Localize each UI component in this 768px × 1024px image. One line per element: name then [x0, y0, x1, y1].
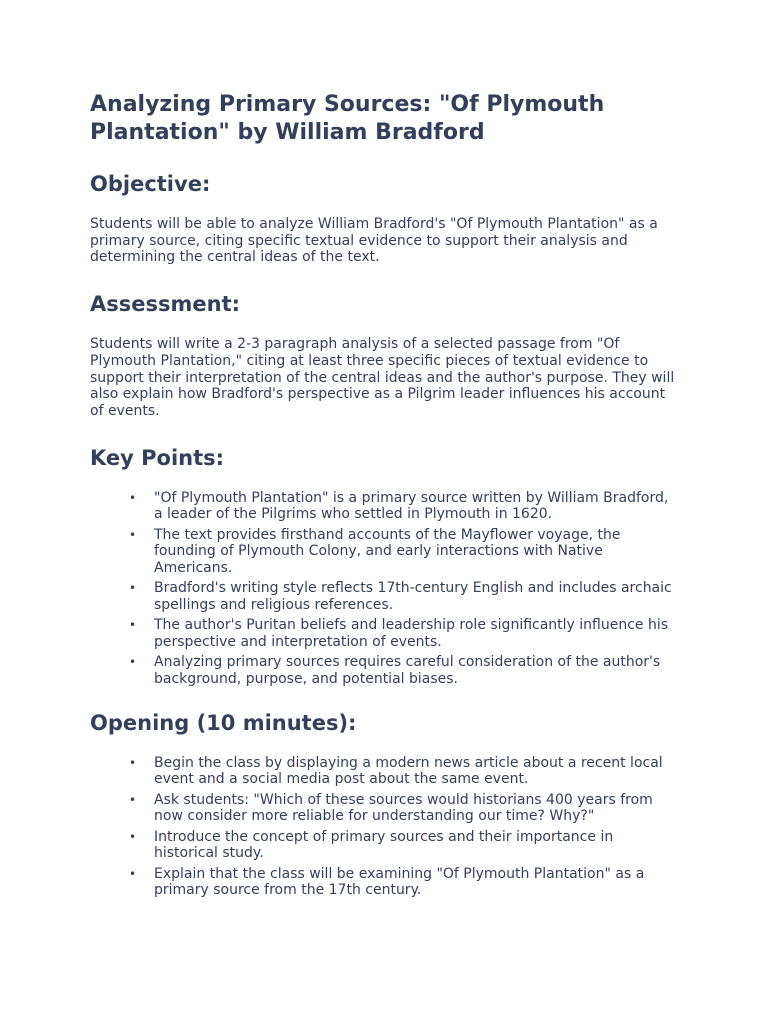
list-item: • Explain that the class will be examining "Of Plymouth Plantation" as a primary source from the 17th century.	[154, 866, 678, 899]
key-points-heading: Key Points:	[90, 445, 225, 470]
list-item: • The author's Puritan beliefs and leadership role significantly influence his perspective and interpretation of events.	[154, 617, 678, 650]
assessment-text: Students will write a 2-3 paragraph analysis of a selected passage from "Of Plymouth Plantation," citing at least three specific pieces of textual evidence to support their interpretation of the central ideas and the author's purpose. They will also explain how Bradford's perspective as a Pilgrim leader influences his account of events.	[90, 336, 675, 419]
objective-heading: Objective:	[90, 172, 211, 196]
list-item: • Ask students: "Which of these sources would historians 400 years from now consider more reliable for understanding our time? Why?"	[154, 792, 678, 825]
opening-heading: Opening (10 minutes):	[90, 710, 357, 735]
list-item: • Introduce the concept of primary sources and their importance in historical study.	[154, 829, 678, 862]
list-item: • "Of Plymouth Plantation" is a primary source written by William Bradford, a leader of the Pilgrims who settled in Plymouth in 1620.	[154, 490, 678, 523]
page-title: Analyzing Primary Sources: "Of Plymouth Plantation" by William Bradford	[90, 92, 605, 145]
list-item: • Begin the class by displaying a modern news article about a recent local event and a social media post about the same event.	[154, 755, 678, 788]
list-item: • Analyzing primary sources requires careful consideration of the author's background, purpose, and potential biases.	[154, 654, 678, 687]
assessment-heading: Assessment:	[90, 292, 241, 317]
objective-text: Students will be able to analyze William Bradford's "Of Plymouth Plantation" as a primary source, citing specific textual evidence to support their analysis and determining the central ideas of the text.	[90, 216, 658, 266]
list-item: • The text provides firsthand accounts of the Mayflower voyage, the founding of Plymouth Colony, and early interactions with Native Americans.	[154, 527, 678, 577]
list-item: • Bradford's writing style reflects 17th-century English and includes archaic spellings and religious references.	[154, 580, 678, 613]
key-points-list	[90, 490, 678, 688]
opening-list	[90, 755, 678, 899]
